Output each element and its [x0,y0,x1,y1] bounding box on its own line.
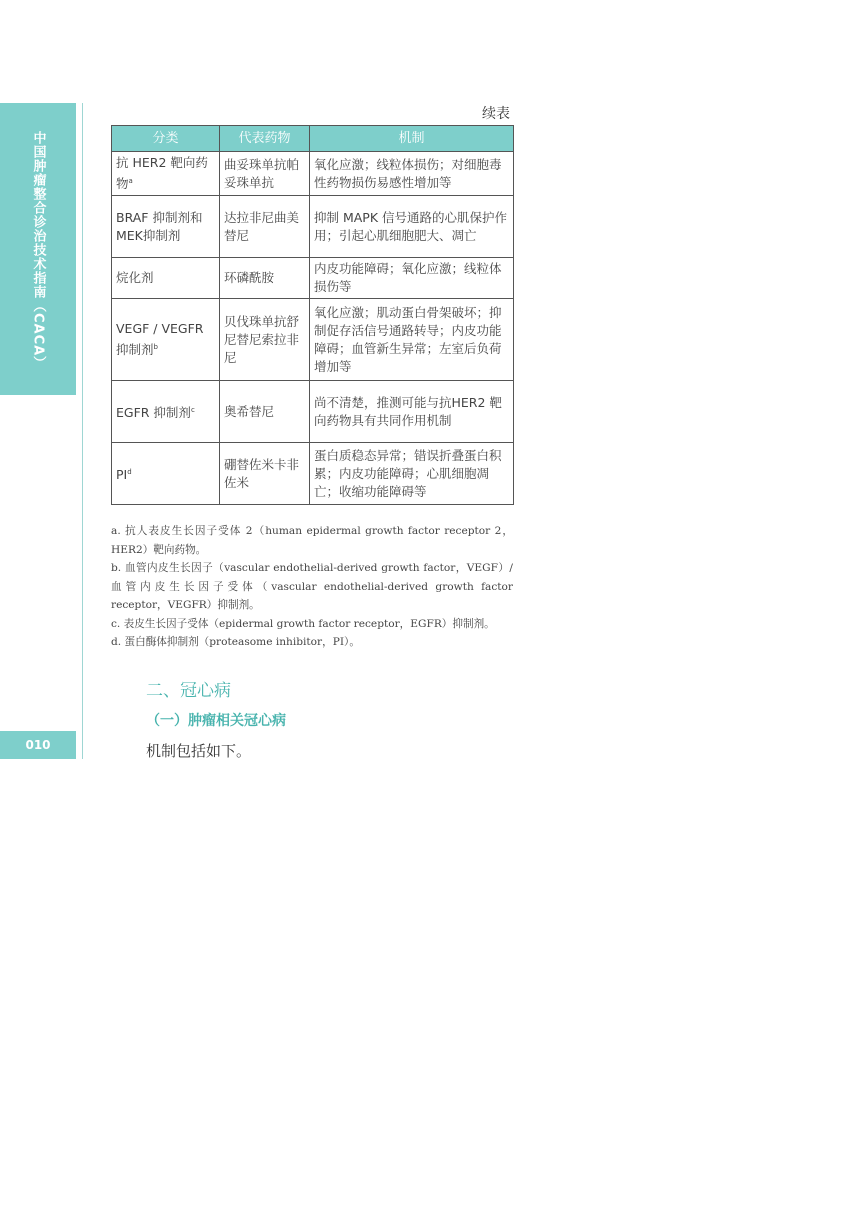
footnote: b. 血管内皮生长因子（vascular endothelial-derived growth factor，VEGF）/血管内皮生长因子受体（vascular endothelial-derived growth factor receptor，VEGFR）抑制剂。 [111,562,513,611]
footnote-mark: b [153,343,158,352]
header-mechanism: 机制 [310,126,514,152]
cell-category [112,299,220,381]
category-text: 烷化剂 [116,270,154,286]
table-row [112,299,514,381]
table-row [112,258,514,299]
footnote-mark: c [190,406,195,415]
header-drugs: 代表药物 [220,126,310,152]
cell-mechanism: 氧化应激；线粒体损伤；对细胞毒性药物损伤易感性增加等 [310,152,514,196]
section-heading: 二、冠心病 [146,681,231,701]
category-text: 抗 HER2 靶向药物 [116,155,208,192]
cell-mechanism: 尚不清楚，推测可能与抗HER2 靶向药物具有共同作用机制 [310,381,514,443]
table-row [112,196,514,258]
footnote: d. 蛋白酶体抑制剂（proteasome inhibitor，PI）。 [111,636,360,648]
mechanism-table [111,125,514,505]
cell-category [112,443,220,505]
cell-mechanism: 内皮功能障碍；氧化应激；线粒体损伤等 [310,258,514,299]
footnote-mark: d [127,468,132,477]
cell-drugs: 硼替佐米卡非佐米 [220,443,310,505]
section-subheading: （一）肿瘤相关冠心病 [146,713,286,729]
footnote: a. 抗人表皮生长因子受体 2（human epidermal growth factor receptor 2，HER2）靶向药物。 [111,525,513,556]
page-number: 010 [0,731,76,759]
cell-mechanism: 蛋白质稳态异常；错误折叠蛋白积累；内皮功能障碍；心肌细胞凋亡；收缩功能障碍等 [310,443,514,505]
category-text: BRAF 抑制剂和MEK抑制剂 [116,209,203,243]
category-text: EGFR 抑制剂 [116,405,191,421]
cell-drugs: 达拉非尼曲美替尼 [220,196,310,258]
header-category: 分类 [112,126,220,152]
cell-category [112,258,220,299]
cell-category [112,381,220,443]
footnote: c. 表皮生长因子受体（epidermal growth factor receptor，EGFR）抑制剂。 [111,617,495,630]
table-header-row [112,126,514,152]
cell-drugs: 贝伐珠单抗舒尼替尼索拉非尼 [220,299,310,381]
margin-rule [82,103,83,759]
cell-mechanism: 抑制 MAPK 信号通路的心肌保护作用；引起心肌细胞肥大、凋亡 [310,196,514,258]
cell-mechanism: 氧化应激；肌动蛋白骨架破坏；抑制促存活信号通路转导；内皮功能障碍；血管新生异常；左室后负荷增加等 [310,299,514,381]
cell-category [112,152,220,196]
sidebar-tab [0,103,76,395]
cell-drugs: 曲妥珠单抗帕妥珠单抗 [220,152,310,196]
table-footnotes [111,522,513,652]
table-row [112,381,514,443]
cell-category [112,196,220,258]
category-text: VEGF / VEGFR 抑制剂 [116,321,204,358]
footnote-mark: a [128,177,133,185]
table-row [112,152,514,196]
body-paragraph: 机制包括如下。 [146,742,252,760]
cell-drugs: 奥希替尼 [220,381,310,443]
table-row [112,443,514,505]
cell-drugs: 环磷酰胺 [220,258,310,299]
book-title: 中国肿瘤整合诊治技术指南（CACA） [30,131,46,371]
category-text: PI [116,467,128,483]
table-continued-label: 续表 [482,106,510,122]
